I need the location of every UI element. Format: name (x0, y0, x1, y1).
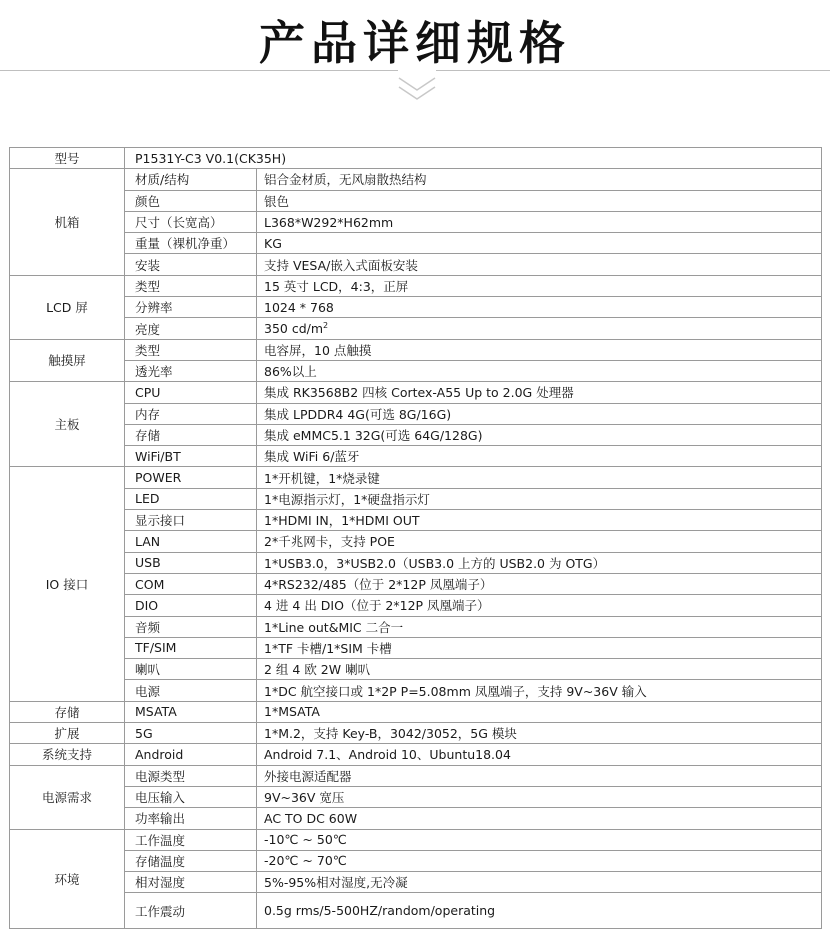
title-divider-left (0, 70, 398, 71)
value-cell: P1531Y-C3 V0.1(CK35H) (125, 148, 822, 169)
value-cell (257, 254, 822, 275)
label-cell: 5G (125, 723, 257, 744)
value-cell (257, 211, 822, 232)
value-cell (257, 701, 822, 722)
title-divider-right (436, 70, 830, 71)
value-text: 集成 RK3568B2 四核 Cortex-A55 Up to 2.0G 处理器 (264, 385, 574, 401)
category-cell: 电源需求 (10, 765, 125, 829)
value-cell (257, 446, 822, 467)
value-cell (257, 893, 822, 929)
value-cell (257, 510, 822, 531)
table-row (10, 659, 822, 680)
value-cell (257, 595, 822, 616)
table-row (10, 680, 822, 701)
label-cell: USB (125, 552, 257, 573)
table-row (10, 531, 822, 552)
label-cell: 工作震动 (125, 893, 257, 929)
label-cell: 内存 (125, 403, 257, 424)
value-text: 4 进 4 出 DIO（位于 2*12P 凤凰端子） (264, 598, 490, 614)
value-cell (257, 531, 822, 552)
value-cell (257, 872, 822, 893)
value-cell (257, 488, 822, 509)
table-row (10, 637, 822, 658)
value-text: 外接电源适配器 (264, 768, 352, 784)
label-cell: 电压输入 (125, 786, 257, 807)
table-row (10, 829, 822, 850)
category-cell: IO 接口 (10, 467, 125, 701)
value-text: 1*MSATA (264, 704, 320, 720)
label-cell: 颜色 (125, 190, 257, 211)
label-cell: 存储温度 (125, 850, 257, 871)
table-row (10, 382, 822, 403)
category-cell: 主板 (10, 382, 125, 467)
value-cell (257, 552, 822, 573)
value-text: 银色 (264, 193, 290, 209)
value-cell (257, 382, 822, 403)
category-cell: 型号 (10, 148, 125, 169)
value-text: 86%以上 (264, 364, 317, 380)
value-text: 0.5g rms/5-500HZ/random/operating (264, 903, 496, 919)
label-cell: DIO (125, 595, 257, 616)
label-cell: 音频 (125, 616, 257, 637)
value-cell (257, 723, 822, 744)
table-row (10, 872, 822, 893)
category-cell: 扩展 (10, 723, 125, 744)
value-text: 集成 LPDDR4 4G(可选 8G/16G) (264, 406, 452, 422)
value-cell (257, 297, 822, 318)
value-text: 1*电源指示灯，1*硬盘指示灯 (264, 491, 430, 507)
table-row (10, 808, 822, 829)
label-cell: 安装 (125, 254, 257, 275)
table-row (10, 552, 822, 573)
label-cell: 重量（裸机净重） (125, 233, 257, 254)
value-text: AC TO DC 60W (264, 810, 358, 826)
table-row (10, 233, 822, 254)
value-cell (257, 467, 822, 488)
label-cell: COM (125, 573, 257, 594)
value-text: 1*TF 卡槽/1*SIM 卡槽 (264, 640, 392, 656)
value-cell (257, 233, 822, 254)
value-cell (257, 275, 822, 296)
category-cell: 系统支持 (10, 744, 125, 765)
table-row (10, 765, 822, 786)
value-text: 集成 eMMC5.1 32G(可选 64G/128G) (264, 428, 483, 443)
value-text: 5%-95%相对湿度,无冷凝 (264, 875, 408, 891)
table-row (10, 360, 822, 381)
value-text: 电容屏，10 点触摸 (264, 342, 372, 358)
value-cell (257, 339, 822, 360)
label-cell: 亮度 (125, 318, 257, 339)
label-cell: 电源 (125, 680, 257, 701)
label-cell: 透光率 (125, 360, 257, 381)
value-text: 2 组 4 欧 2W 喇叭 (264, 662, 371, 678)
table-row (10, 148, 822, 169)
label-cell: 工作温度 (125, 829, 257, 850)
value-cell (257, 637, 822, 658)
category-cell: 触摸屏 (10, 339, 125, 382)
value-cell (257, 360, 822, 381)
label-cell: 相对湿度 (125, 872, 257, 893)
label-cell: 类型 (125, 339, 257, 360)
spec-table (9, 147, 822, 929)
table-row (10, 595, 822, 616)
value-cell (257, 659, 822, 680)
table-row (10, 573, 822, 594)
value-cell (257, 786, 822, 807)
value-cell (257, 318, 822, 339)
value-text: 1024 * 768 (264, 299, 334, 315)
value-text: 1*M.2，支持 Key-B，3042/3052，5G 模块 (264, 726, 517, 742)
value-cell (257, 190, 822, 211)
table-row (10, 616, 822, 637)
value-text: L368*W292*H62mm (264, 214, 394, 230)
value-cell (257, 850, 822, 871)
label-cell: MSATA (125, 701, 257, 722)
value-text: 1*HDMI IN，1*HDMI OUT (264, 513, 420, 529)
table-row (10, 169, 822, 190)
value-cell (257, 403, 822, 424)
value-text: 铝合金材质，无风扇散热结构 (264, 172, 427, 188)
label-cell: 分辨率 (125, 297, 257, 318)
label-cell: LAN (125, 531, 257, 552)
table-row (10, 297, 822, 318)
label-cell: WiFi/BT (125, 446, 257, 467)
value-cell (257, 829, 822, 850)
table-row (10, 339, 822, 360)
value-text: 2*千兆网卡，支持 POE (264, 534, 395, 550)
value-text: 350 cd/m (264, 321, 324, 337)
label-cell: 类型 (125, 275, 257, 296)
table-row (10, 254, 822, 275)
value-text: Android 7.1、Android 10、Ubuntu18.04 (264, 747, 511, 763)
value-text: 支持 VESA/嵌入式面板安装 (264, 257, 418, 273)
table-row (10, 723, 822, 744)
label-cell: 尺寸（长宽高） (125, 211, 257, 232)
label-cell: 材质/结构 (125, 169, 257, 190)
table-row (10, 510, 822, 531)
value-cell (257, 680, 822, 701)
value-cell (257, 765, 822, 786)
table-row (10, 446, 822, 467)
category-cell: LCD 屏 (10, 275, 125, 339)
chevron-down-icon (395, 74, 439, 104)
value-text: 15 英寸 LCD，4:3，正屏 (264, 278, 409, 294)
table-row (10, 403, 822, 424)
value-text: 1*开机键，1*烧录键 (264, 470, 380, 486)
value-cell (257, 744, 822, 765)
table-row (10, 786, 822, 807)
value-text: KG (264, 235, 282, 251)
label-cell: Android (125, 744, 257, 765)
label-cell: 存储 (125, 424, 257, 445)
table-row (10, 488, 822, 509)
category-cell: 存储 (10, 701, 125, 722)
table-row (10, 893, 822, 929)
table-row (10, 701, 822, 722)
table-row (10, 190, 822, 211)
value-text: 1*Line out&MIC 二合一 (264, 619, 404, 635)
label-cell: POWER (125, 467, 257, 488)
table-row (10, 424, 822, 445)
value-cell (257, 808, 822, 829)
value-cell (257, 616, 822, 637)
value-text: -20℃ ~ 70℃ (264, 853, 347, 869)
label-cell: 功率输出 (125, 808, 257, 829)
page-title: 产品详细规格 (259, 16, 571, 70)
table-row (10, 850, 822, 871)
label-cell: 电源类型 (125, 765, 257, 786)
value-cell (257, 573, 822, 594)
value-text: 1*DC 航空接口或 1*2P P=5.08mm 凤凰端子，支持 9V~36V 输入 (264, 683, 647, 699)
value-text: 1*USB3.0，3*USB2.0（USB3.0 上方的 USB2.0 为 OTG） (264, 555, 606, 571)
value-text: -10℃ ~ 50℃ (264, 832, 347, 848)
category-cell: 环境 (10, 829, 125, 929)
category-cell: 机箱 (10, 169, 125, 275)
value-text: 集成 WiFi 6/蓝牙 (264, 449, 360, 465)
superscript: 2 (323, 320, 329, 330)
table-row (10, 211, 822, 232)
table-row (10, 744, 822, 765)
table-row (10, 318, 822, 339)
label-cell: TF/SIM (125, 637, 257, 658)
table-row (10, 275, 822, 296)
value-text: 9V~36V 宽压 (264, 790, 345, 806)
value-cell (257, 169, 822, 190)
label-cell: 喇叭 (125, 659, 257, 680)
value-cell (257, 424, 822, 445)
table-row (10, 467, 822, 488)
label-cell: 显示接口 (125, 510, 257, 531)
value-text: 4*RS232/485（位于 2*12P 凤凰端子） (264, 577, 493, 593)
label-cell: CPU (125, 382, 257, 403)
label-cell: LED (125, 488, 257, 509)
